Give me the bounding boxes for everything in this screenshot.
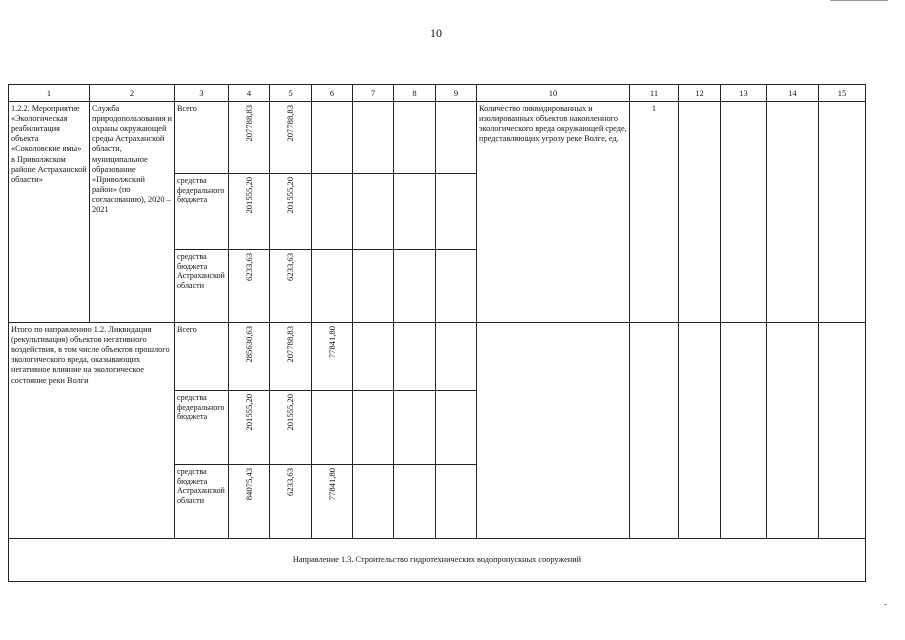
col-header: 1 [9, 85, 90, 102]
col-header: 2 [90, 85, 175, 102]
col-header: 14 [767, 85, 819, 102]
value-cell: 77841,80 [312, 323, 353, 391]
value-cell [312, 250, 353, 323]
empty-cell [477, 323, 630, 539]
empty-cell [721, 102, 767, 323]
value-cell: 201555,20 [270, 174, 312, 250]
col-header: 5 [270, 85, 312, 102]
col-header: 6 [312, 85, 353, 102]
value-cell: 84075,43 [229, 465, 270, 539]
value-cell [312, 174, 353, 250]
empty-cell [436, 323, 477, 391]
empty-cell [353, 391, 394, 465]
col-header: 3 [175, 85, 229, 102]
value-cell: 6233,63 [229, 250, 270, 323]
empty-cell [436, 102, 477, 174]
indicator-name: Количество ликвидированных и изолированных объектов накопленного экологического вреда окружающей среде, представляющих угрозу реке Волге, ед. [477, 102, 630, 323]
col-header: 12 [679, 85, 721, 102]
col-header: 11 [630, 85, 679, 102]
empty-cell [819, 102, 866, 323]
value-cell: 77841,80 [312, 465, 353, 539]
empty-cell [353, 323, 394, 391]
empty-cell [679, 323, 721, 539]
funding-source: средства бюджета Астраханской области [175, 465, 229, 539]
value-cell [312, 391, 353, 465]
header-row [9, 85, 866, 102]
empty-cell [394, 465, 436, 539]
direction-row [9, 539, 866, 582]
funding-source: средства федерального бюджета [175, 391, 229, 465]
funding-source: Всего [175, 102, 229, 174]
col-header: 13 [721, 85, 767, 102]
col-header: 9 [436, 85, 477, 102]
col-header: 15 [819, 85, 866, 102]
value-cell: 201555,20 [229, 391, 270, 465]
program-table [8, 84, 866, 582]
empty-cell [679, 102, 721, 323]
value-cell: 201555,20 [229, 174, 270, 250]
empty-cell [436, 391, 477, 465]
indicator-value: 1 [630, 102, 679, 323]
empty-cell [353, 102, 394, 174]
empty-cell [436, 250, 477, 323]
value-cell: 207788,83 [229, 102, 270, 174]
value-cell [312, 102, 353, 174]
empty-cell [394, 174, 436, 250]
scan-mark [884, 604, 887, 605]
funding-source: средства бюджета Астраханской области [175, 250, 229, 323]
value-cell: 6233,63 [270, 250, 312, 323]
value-cell: 207788,83 [270, 323, 312, 391]
col-header: 7 [353, 85, 394, 102]
empty-cell [819, 323, 866, 539]
col-header: 4 [229, 85, 270, 102]
empty-cell [394, 391, 436, 465]
empty-cell [394, 323, 436, 391]
empty-cell [767, 323, 819, 539]
direction-heading: Направление 1.3. Строительство гидротехнических водопропускных сооружений [9, 539, 866, 582]
empty-cell [394, 250, 436, 323]
funding-source: Всего [175, 323, 229, 391]
col-header: 10 [477, 85, 630, 102]
value-cell: 6233,63 [270, 465, 312, 539]
value-cell: 207788,83 [270, 102, 312, 174]
table-row [9, 323, 866, 391]
empty-cell [436, 174, 477, 250]
table-row [9, 102, 866, 174]
empty-cell [353, 250, 394, 323]
empty-cell [436, 465, 477, 539]
empty-cell [394, 102, 436, 174]
empty-cell [353, 174, 394, 250]
value-cell: 201555,20 [270, 391, 312, 465]
page-number: 10 [430, 26, 442, 40]
empty-cell [767, 102, 819, 323]
empty-cell [721, 323, 767, 539]
measure-executor: Служба природопользования и охраны окружающей среды Астраханской области, муниципальное образование «Приволжский район» (по согласованию), 2020 – 2021 [90, 102, 175, 323]
value-cell: 285630,63 [229, 323, 270, 391]
empty-cell [353, 465, 394, 539]
total-name: Итого по направлению 1.2. Ликвидация (рекультивация) объектов негативного воздействия, в том числе объектов прошлого экологического вреда, оказывающих негативное влияние на экологическое состояние реки Волги [9, 323, 175, 539]
measure-name: 1.2.2. Мероприятие «Экологическая реабилитация объекта «Соколовские ямы» в Приволжском районе Астраханской области» [9, 102, 90, 323]
funding-source: средства федерального бюджета [175, 174, 229, 250]
col-header: 8 [394, 85, 436, 102]
scan-mark [830, 0, 888, 1]
empty-cell [630, 323, 679, 539]
